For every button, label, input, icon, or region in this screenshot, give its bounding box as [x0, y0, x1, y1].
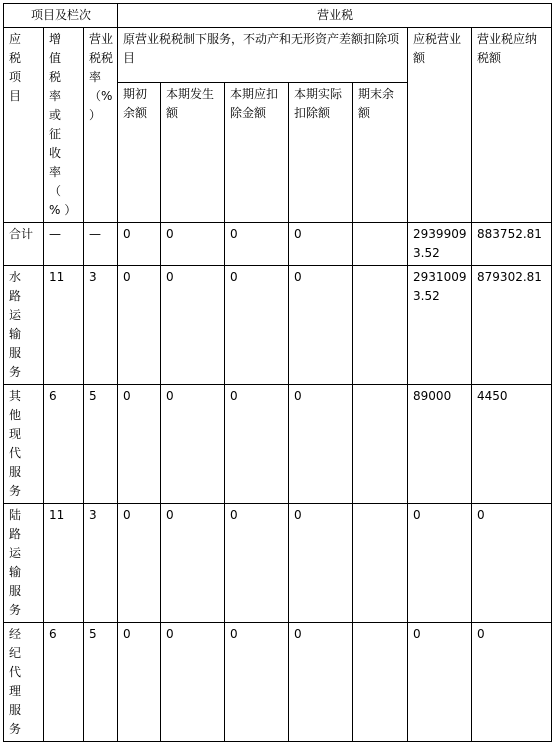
- actual-deducted-header: 本期实际扣除额: [289, 82, 353, 222]
- row-closing: [353, 504, 408, 623]
- row-closing: [353, 623, 408, 742]
- row-bt-rate: 5: [84, 623, 118, 742]
- closing-balance-header: 期末余额: [353, 82, 408, 222]
- row-incurred: 0: [161, 266, 225, 385]
- table-row: [4, 385, 552, 504]
- row-vat-rate: 11: [44, 504, 84, 623]
- row-revenue: 0: [408, 623, 472, 742]
- row-actual: 0: [289, 504, 353, 623]
- row-deductible: 0: [225, 223, 289, 266]
- taxable-revenue-header: 应税营业额: [408, 28, 472, 223]
- row-bt-rate: 3: [84, 266, 118, 385]
- row-payable: 883752.81: [472, 223, 552, 266]
- item-col-header: 项目及栏次: [4, 4, 118, 28]
- opening-balance-header: 期初余额: [118, 82, 161, 222]
- table-row: [4, 266, 552, 385]
- row-actual: 0: [289, 385, 353, 504]
- row-incurred: 0: [161, 223, 225, 266]
- table-row: [4, 223, 552, 266]
- bt-payable-header: 营业税应纳税额: [472, 28, 552, 223]
- row-bt-rate: 5: [84, 385, 118, 504]
- row-closing: [353, 266, 408, 385]
- row-incurred: 0: [161, 623, 225, 742]
- row-opening: 0: [118, 266, 161, 385]
- row-payable: 0: [472, 623, 552, 742]
- row-actual: 0: [289, 623, 353, 742]
- bt-rate-header: 营业税税率（%）: [84, 28, 118, 223]
- business-tax-table: [3, 3, 552, 742]
- row-incurred: 0: [161, 504, 225, 623]
- row-item: 其他现代服务: [4, 385, 44, 504]
- vat-rate-header: 增值税率或征收率（%）: [44, 28, 84, 223]
- row-payable: 879302.81: [472, 266, 552, 385]
- row-vat-rate: 6: [44, 623, 84, 742]
- row-vat-rate: —: [44, 223, 84, 266]
- header-row-1: [4, 4, 552, 28]
- row-item: 经纪代理服务: [4, 623, 44, 742]
- row-item: 水路运输服务: [4, 266, 44, 385]
- row-opening: 0: [118, 385, 161, 504]
- row-opening: 0: [118, 223, 161, 266]
- row-revenue: 89000: [408, 385, 472, 504]
- current-deductible-header: 本期应扣除金额: [225, 82, 289, 222]
- row-deductible: 0: [225, 266, 289, 385]
- row-vat-rate: 11: [44, 266, 84, 385]
- table-row: [4, 623, 552, 742]
- row-item: 陆路运输服务: [4, 504, 44, 623]
- current-incurred-header: 本期发生额: [161, 82, 225, 222]
- row-payable: 4450: [472, 385, 552, 504]
- row-bt-rate: 3: [84, 504, 118, 623]
- row-revenue: 0: [408, 504, 472, 623]
- row-incurred: 0: [161, 385, 225, 504]
- row-deductible: 0: [225, 623, 289, 742]
- row-bt-rate: —: [84, 223, 118, 266]
- deduction-group-header: 原营业税税制下服务，不动产和无形资产差额扣除项目: [118, 28, 408, 83]
- row-deductible: 0: [225, 385, 289, 504]
- row-deductible: 0: [225, 504, 289, 623]
- taxable-item-header: 应税项目: [4, 28, 44, 223]
- table-row: [4, 504, 552, 623]
- row-closing: [353, 385, 408, 504]
- header-row-2: [4, 28, 552, 83]
- business-tax-header: 营业税: [118, 4, 552, 28]
- row-actual: 0: [289, 266, 353, 385]
- row-revenue: 29310093.52: [408, 266, 472, 385]
- row-item: 合计: [4, 223, 44, 266]
- row-opening: 0: [118, 504, 161, 623]
- row-vat-rate: 6: [44, 385, 84, 504]
- row-payable: 0: [472, 504, 552, 623]
- row-actual: 0: [289, 223, 353, 266]
- row-revenue: 29399093.52: [408, 223, 472, 266]
- row-closing: [353, 223, 408, 266]
- row-opening: 0: [118, 623, 161, 742]
